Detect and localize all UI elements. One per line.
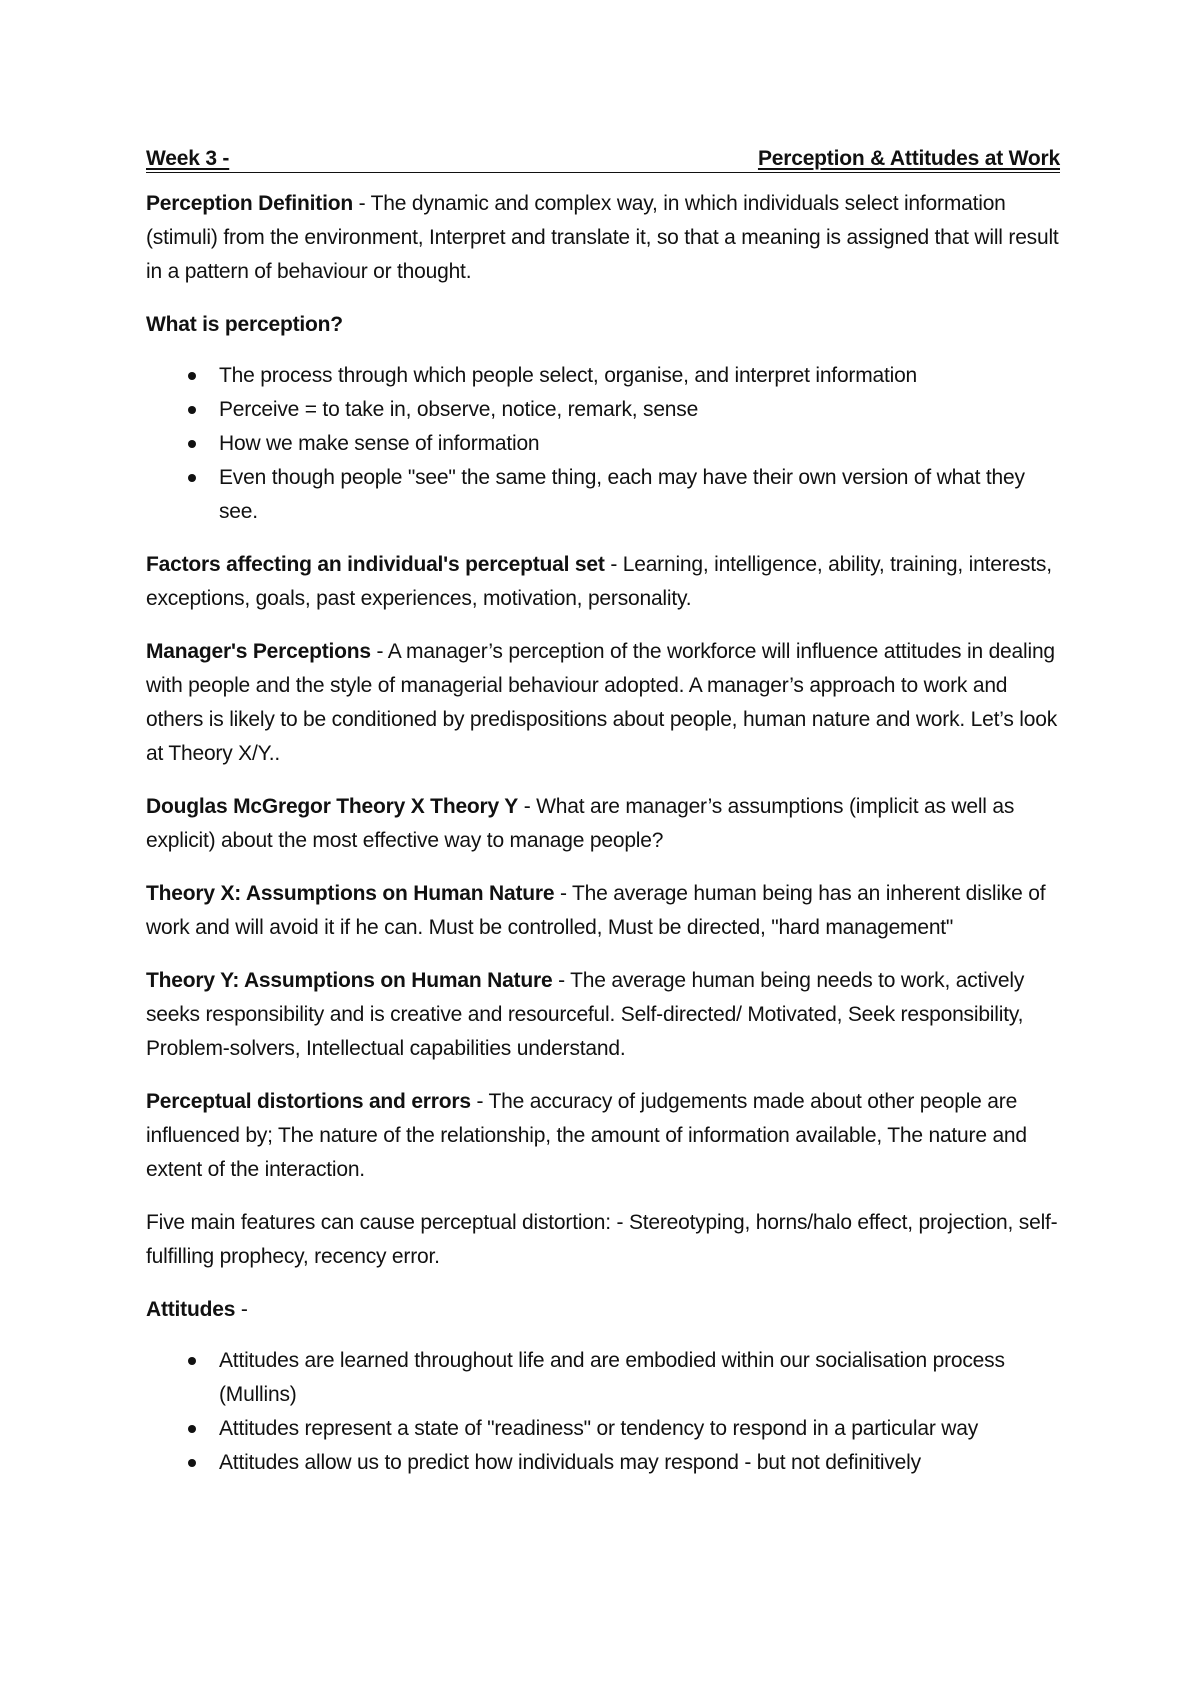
list-item bbox=[146, 1412, 1060, 1446]
bullet-icon bbox=[188, 440, 196, 448]
bullet-icon bbox=[188, 1357, 196, 1365]
list-item-text: The process through which people select, organise, and interpret information bbox=[219, 364, 918, 387]
perception-bullet-list bbox=[146, 359, 1060, 529]
theory-y-text: - The average human being needs to work, actively seeks responsibility and is creative and resourceful. Self-directed/ Motivated, Seek responsibility, Problem-solvers, Intellectual capabilities understand. bbox=[146, 969, 1025, 1060]
perception-definition-text: - The dynamic and complex way, in which individuals select information (stimuli) from the environment, Interpret and translate it, so that a meaning is assigned that will result in a pattern of behaviour or thought. bbox=[146, 192, 1059, 283]
theory-x-paragraph bbox=[146, 877, 1060, 945]
distortions-text: - The accuracy of judgements made about other people are influenced by; The nature of the relationship, the amount of information available, The nature and extent of the interaction. bbox=[146, 1090, 1027, 1181]
theory-x-term: Theory X: Assumptions on Human Nature bbox=[146, 882, 555, 905]
attitudes-term: Attitudes bbox=[146, 1298, 236, 1321]
perception-definition-term: Perception Definition bbox=[146, 192, 353, 215]
what-is-perception-term: What is perception? bbox=[146, 313, 343, 336]
perception-definition-paragraph bbox=[146, 187, 1060, 289]
what-is-perception-heading bbox=[146, 308, 1060, 342]
bullet-icon bbox=[188, 474, 196, 482]
factors-term: Factors affecting an individual's perceptual set bbox=[146, 553, 605, 576]
list-item bbox=[146, 427, 1060, 461]
distortions-term: Perceptual distortions and errors bbox=[146, 1090, 471, 1113]
list-item-text: Attitudes represent a state of "readiness" or tendency to respond in a particular way bbox=[219, 1417, 979, 1440]
theory-y-term: Theory Y: Assumptions on Human Nature bbox=[146, 969, 553, 992]
mcgregor-paragraph bbox=[146, 790, 1060, 858]
theory-x-text: - The average human being has an inherent dislike of work and will avoid it if he can. Must be controlled, Must be directed, "hard management" bbox=[146, 882, 1046, 939]
attitudes-dash: - bbox=[235, 1298, 248, 1321]
bullet-icon bbox=[188, 1425, 196, 1433]
list-item-text: Even though people "see" the same thing, each may have their own version of what they see. bbox=[219, 466, 1025, 523]
factors-paragraph bbox=[146, 548, 1060, 616]
bullet-icon bbox=[188, 406, 196, 414]
list-item bbox=[146, 393, 1060, 427]
list-item-text: Perceive = to take in, observe, notice, remark, sense bbox=[219, 398, 699, 421]
mcgregor-text: - What are manager’s assumptions (implicit as well as explicit) about the most effective way to manage people? bbox=[146, 795, 1015, 852]
factors-text: - Learning, intelligence, ability, training, interests, exceptions, goals, past experiences, motivation, personality. bbox=[146, 553, 1052, 610]
list-item bbox=[146, 461, 1060, 529]
distortions-paragraph bbox=[146, 1085, 1060, 1187]
five-features-paragraph: Five main features can cause perceptual distortion: - Stereotyping, horns/halo effect, projection, self-fulfilling prophecy, recency error. bbox=[146, 1211, 1058, 1268]
theory-y-paragraph bbox=[146, 964, 1060, 1066]
header-topic: Perception & Attitudes at Work bbox=[757, 147, 1060, 170]
attitudes-heading bbox=[146, 1293, 1060, 1327]
managers-perceptions-paragraph bbox=[146, 635, 1060, 771]
managers-perceptions-text: - A manager’s perception of the workforce will influence attitudes in dealing with people and the style of managerial behaviour adopted. A manager’s approach to work and others is likely to be conditioned by predispositions about people, human nature and work. Let’s look at Theory X/Y.. bbox=[146, 640, 1057, 765]
bullet-icon bbox=[188, 1459, 196, 1467]
document-header bbox=[146, 146, 1060, 173]
list-item bbox=[146, 1344, 1060, 1412]
document-page bbox=[146, 146, 1060, 1499]
list-item-text: Attitudes are learned throughout life and are embodied within our socialisation process (Mullins) bbox=[219, 1349, 1005, 1406]
list-item-text: How we make sense of information bbox=[219, 432, 540, 455]
list-item bbox=[146, 359, 1060, 393]
list-item bbox=[146, 1446, 1060, 1480]
managers-perceptions-term: Manager's Perceptions bbox=[146, 640, 371, 663]
mcgregor-term: Douglas McGregor Theory X Theory Y bbox=[146, 795, 519, 818]
header-week: Week 3 - bbox=[146, 147, 230, 170]
attitudes-bullet-list bbox=[146, 1344, 1060, 1480]
bullet-icon bbox=[188, 372, 196, 380]
list-item-text: Attitudes allow us to predict how individuals may respond - but not definitively bbox=[219, 1451, 921, 1474]
